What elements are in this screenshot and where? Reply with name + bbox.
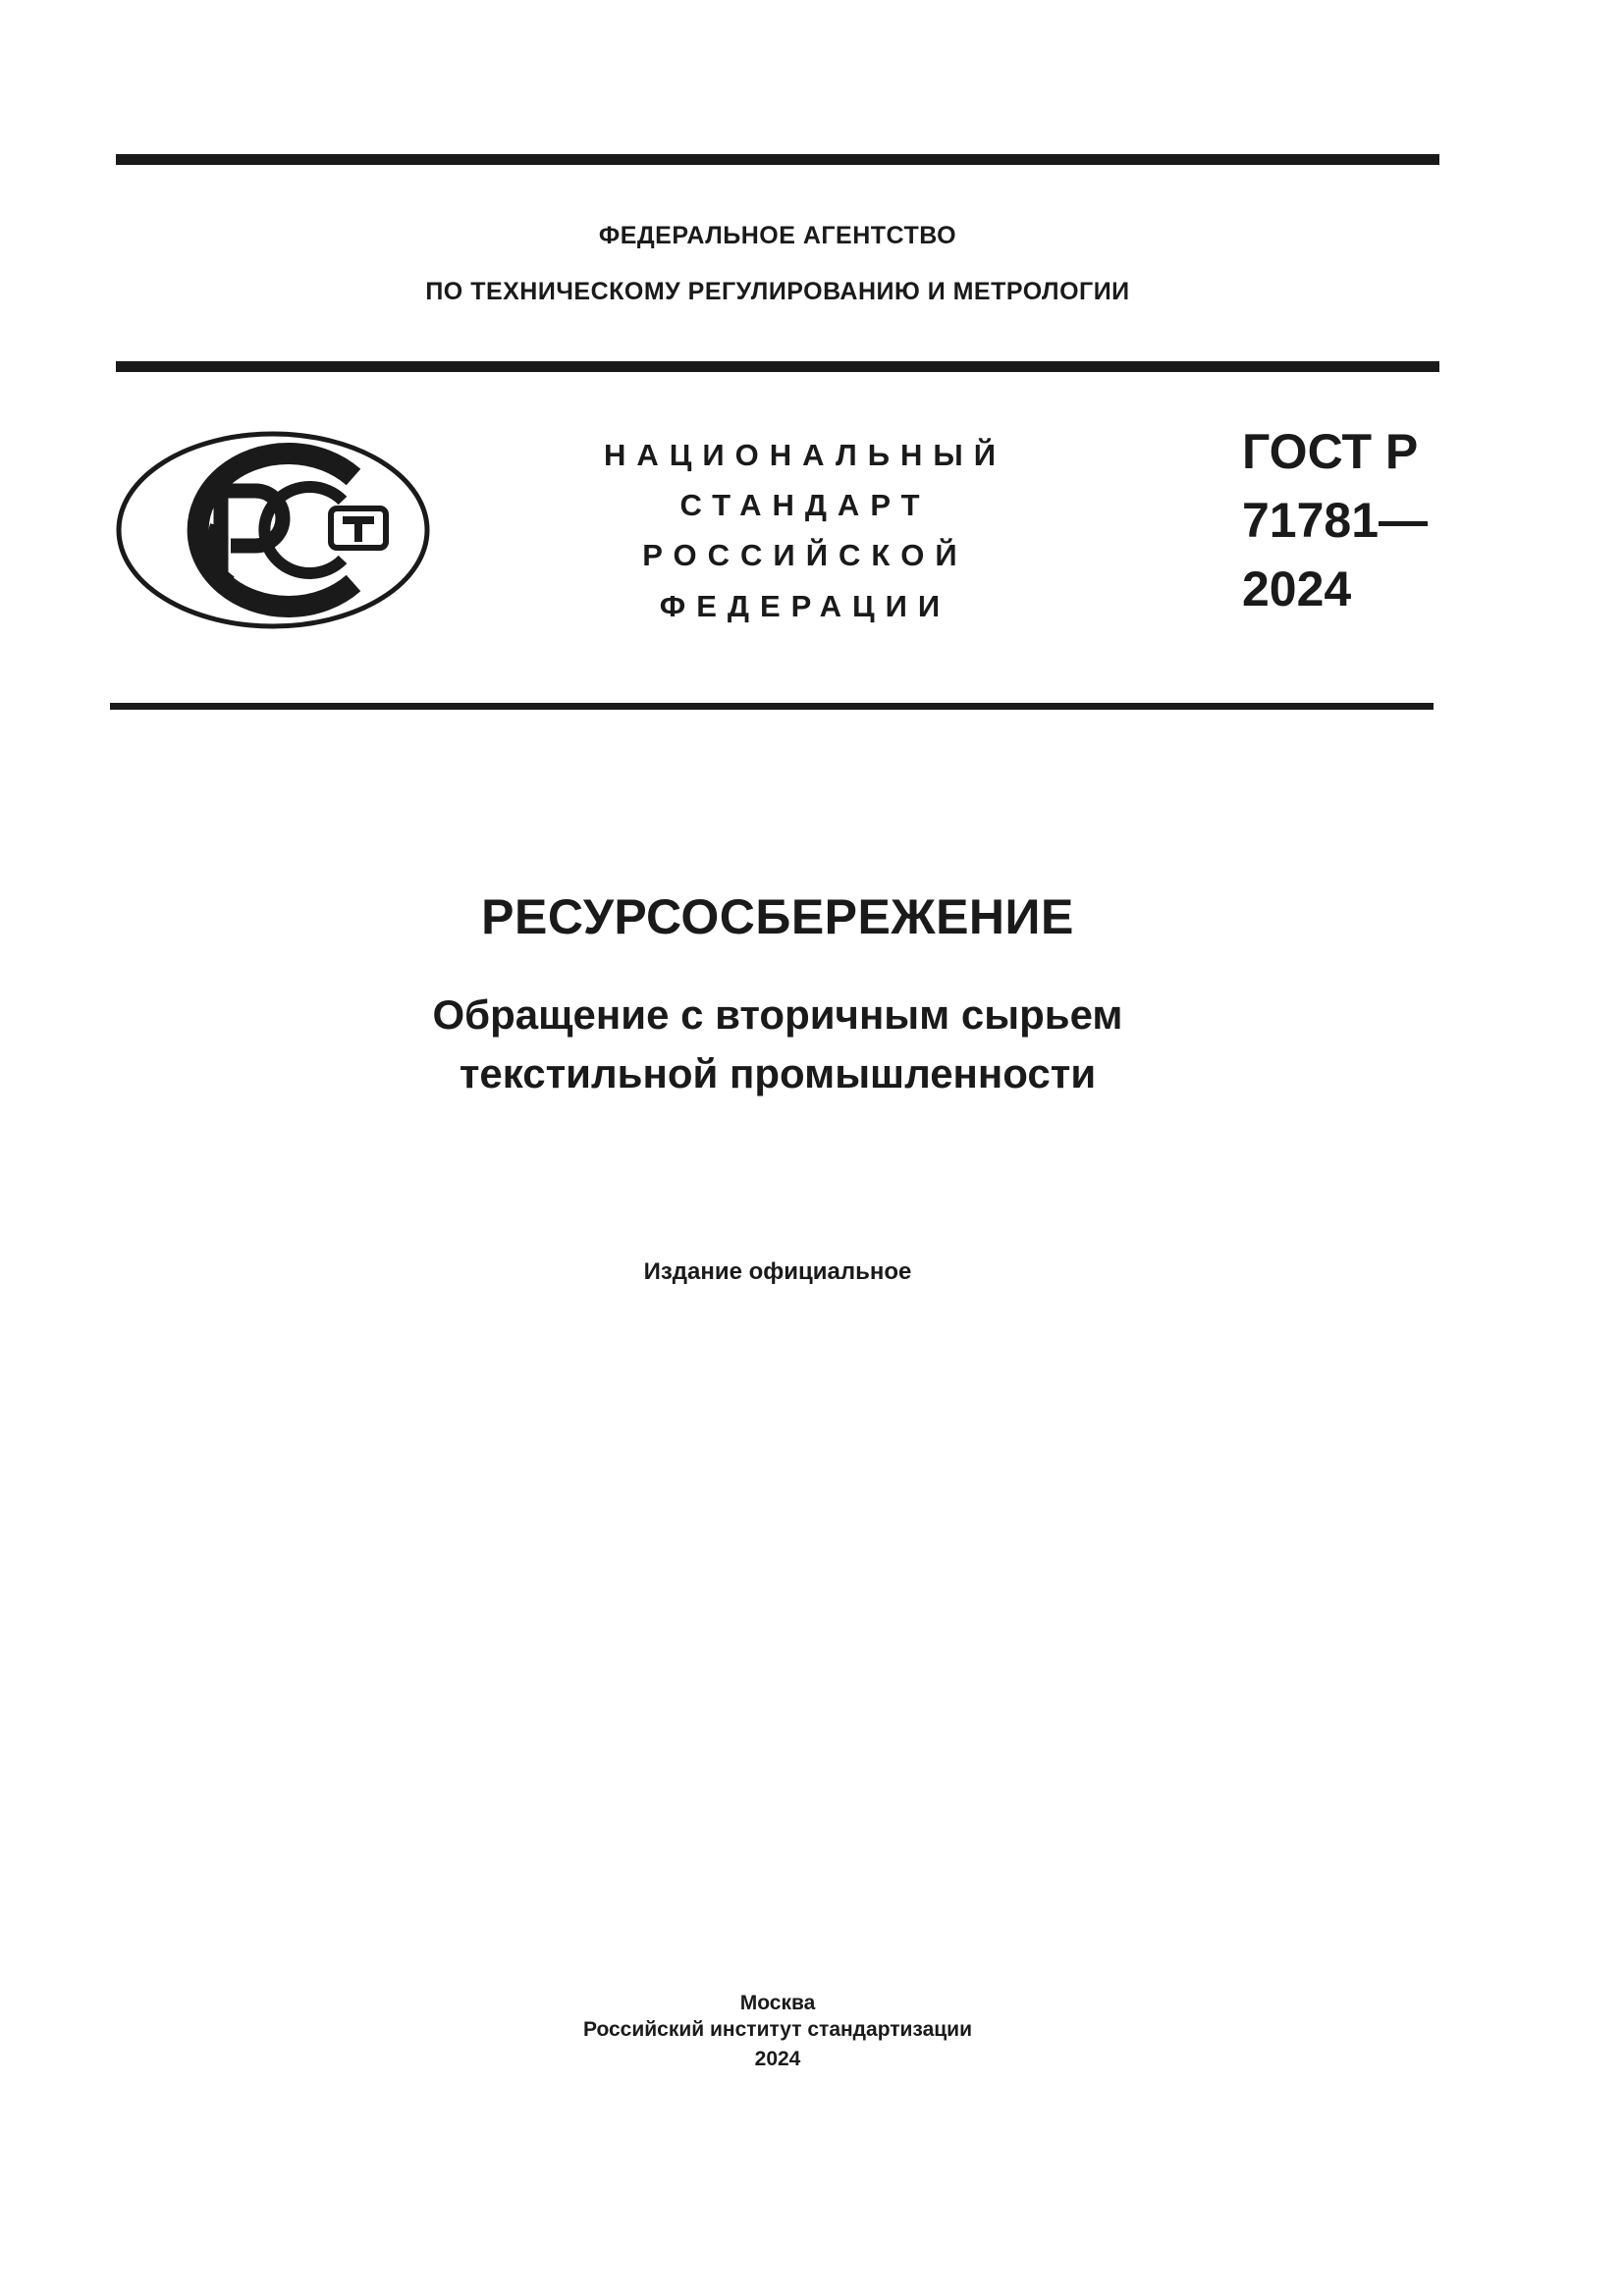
national-standard-line-2: СТАНДАРТ <box>679 488 931 522</box>
agency-name-line-2: ПО ТЕХНИЧЕСКОМУ РЕГУЛИРОВАНИЮ И МЕТРОЛОГИИ <box>425 278 1130 305</box>
middle-divider-rule <box>116 361 1439 372</box>
document-subtitle-line-1: Обращение с вторичным сырьем <box>432 991 1123 1038</box>
standard-designation-line-3: 2024 <box>1242 561 1352 616</box>
document-main-title: РЕСУРСОСБЕРЕЖЕНИЕ <box>481 889 1074 944</box>
standard-designation-line-1: ГОСТ Р <box>1242 424 1419 479</box>
document-subtitle-line-2: текстильной промышленности <box>459 1050 1097 1096</box>
imprint-year: 2024 <box>754 2048 801 2070</box>
national-standard-line-4: ФЕДЕРАЦИИ <box>659 589 951 623</box>
bottom-divider-rule <box>110 703 1434 710</box>
national-standard-line-1: НАЦИОНАЛЬНЫЙ <box>603 438 1007 472</box>
national-standard-line-3: РОССИЙСКОЙ <box>642 538 968 572</box>
rst-logo-icon <box>115 430 431 630</box>
agency-name-line-1: ФЕДЕРАЛЬНОЕ АГЕНТСТВО <box>598 222 957 249</box>
imprint-city: Москва <box>739 1992 816 2014</box>
edition-note: Издание официальное <box>643 1258 912 1285</box>
imprint-publisher: Российский институт стандартизации <box>582 2018 973 2041</box>
standard-designation-line-2: 71781— <box>1242 493 1429 548</box>
top-divider-rule <box>116 154 1439 165</box>
